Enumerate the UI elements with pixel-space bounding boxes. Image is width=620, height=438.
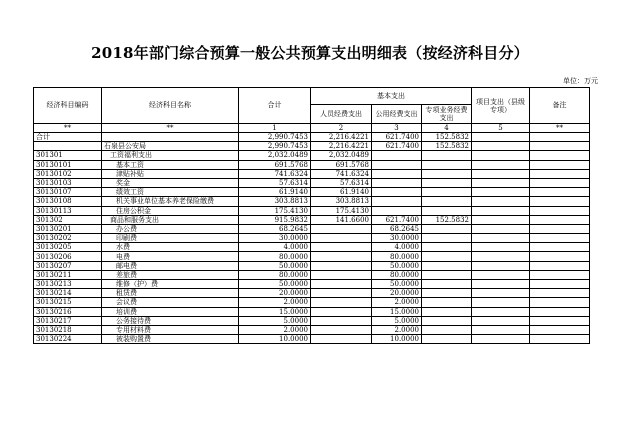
cell-personnel (311, 252, 372, 261)
cell-name: 邮电费 (102, 261, 239, 270)
header-project: 项目支出（县级专项） (472, 88, 530, 124)
cell-note (530, 280, 590, 289)
cell-project (472, 151, 530, 160)
cell-personnel (311, 243, 372, 252)
cell-total: 4.0000 (239, 243, 311, 252)
cell-public (372, 197, 422, 206)
cell-name: 奖金 (102, 178, 239, 187)
cell-total: 5.0000 (239, 316, 311, 325)
cell-note (530, 234, 590, 243)
cell-special (422, 206, 472, 215)
cell-personnel (311, 298, 372, 307)
cell-personnel (311, 307, 372, 316)
cell-code: 30130102 (34, 169, 102, 178)
cell-total: 80.0000 (239, 270, 311, 279)
table-row (34, 335, 590, 344)
table-row (34, 270, 590, 279)
table-row (34, 307, 590, 316)
cell-personnel (311, 316, 372, 325)
cell-special (422, 178, 472, 187)
cell-note (530, 243, 590, 252)
cell-personnel (311, 280, 372, 289)
cell-code: 30130213 (34, 280, 102, 289)
cell-personnel: 175.4130 (311, 206, 372, 215)
table-row (34, 325, 590, 334)
cell-special (422, 280, 472, 289)
index-row (34, 124, 590, 133)
table-row (34, 188, 590, 197)
cell-project (472, 325, 530, 334)
cell-total: 691.5768 (239, 160, 311, 169)
table-row (34, 234, 590, 243)
cell-name: 工资福利支出 (102, 151, 239, 160)
table-row (34, 252, 590, 261)
cell-public: 30.0000 (372, 234, 422, 243)
cell-code: 30130201 (34, 224, 102, 233)
cell-public: 4.0000 (372, 243, 422, 252)
cell-public: 50.0000 (372, 261, 422, 270)
page-title: 2018年部门综合预算一般公共预算支出明细表（按经济科目分） (91, 44, 529, 62)
cell-name: 印刷费 (102, 234, 239, 243)
header-personnel: 人员经费支出 (311, 105, 372, 124)
cell-total: 303.8813 (239, 197, 311, 206)
cell-note (530, 261, 590, 270)
cell-special (422, 270, 472, 279)
cell-total: 10.0000 (239, 335, 311, 344)
cell-special (422, 289, 472, 298)
cell-note (530, 169, 590, 178)
cell-code: 30130215 (34, 298, 102, 307)
cell-special (422, 261, 472, 270)
cell-code: 30130101 (34, 160, 102, 169)
cell-special (422, 316, 472, 325)
cell-code: 30130107 (34, 188, 102, 197)
cell-code: 30130113 (34, 206, 102, 215)
cell-total: 2.0000 (239, 298, 311, 307)
cell-code: 30130103 (34, 178, 102, 187)
cell-total: 61.9140 (239, 188, 311, 197)
cell-note (530, 335, 590, 344)
cell-public (372, 160, 422, 169)
cell-public (372, 169, 422, 178)
table-row (34, 224, 590, 233)
cell-public: 80.0000 (372, 252, 422, 261)
cell-code: 301301 (34, 151, 102, 160)
cell-special: 152.5832 (422, 142, 472, 151)
cell-project (472, 280, 530, 289)
cell-public: 20.0000 (372, 289, 422, 298)
cell-project (472, 160, 530, 169)
cell-name: 会议费 (102, 298, 239, 307)
cell-project (472, 270, 530, 279)
cell-special (422, 224, 472, 233)
cell-total: 57.6314 (239, 178, 311, 187)
cell-special (422, 151, 472, 160)
cell-personnel: 691.5768 (311, 160, 372, 169)
cell-note (530, 316, 590, 325)
cell-project (472, 335, 530, 344)
cell-name: 石泉县公安局 (102, 142, 239, 151)
header-note: 备注 (530, 88, 590, 124)
cell-special (422, 325, 472, 334)
cell-special (422, 169, 472, 178)
cell-note (530, 270, 590, 279)
cell-personnel (311, 261, 372, 270)
cell-project (472, 224, 530, 233)
cell-personnel (311, 335, 372, 344)
cell-special (422, 252, 472, 261)
cell-project (472, 252, 530, 261)
cell-name: 津贴补贴 (102, 169, 239, 178)
index-cell: 1 (239, 124, 311, 133)
cell-personnel: 2,216.4221 (311, 133, 372, 142)
cell-code: 30130207 (34, 261, 102, 270)
cell-public: 621.7400 (372, 215, 422, 224)
cell-project (472, 234, 530, 243)
cell-note (530, 325, 590, 334)
cell-personnel (311, 234, 372, 243)
cell-total: 68.2645 (239, 224, 311, 233)
cell-public: 10.0000 (372, 335, 422, 344)
cell-personnel: 2,032.0489 (311, 151, 372, 160)
cell-personnel: 57.6314 (311, 178, 372, 187)
index-cell: ** (34, 124, 102, 133)
cell-code: 30130214 (34, 289, 102, 298)
cell-project (472, 316, 530, 325)
cell-total: 2,032.0489 (239, 151, 311, 160)
cell-note (530, 160, 590, 169)
table-row (34, 316, 590, 325)
cell-personnel (311, 270, 372, 279)
cell-public: 5.0000 (372, 316, 422, 325)
cell-code: 30130217 (34, 316, 102, 325)
cell-note (530, 206, 590, 215)
cell-name: 机关事业单位基本养老保险缴费 (102, 197, 239, 206)
cell-public: 68.2645 (372, 224, 422, 233)
cell-code: 30130224 (34, 335, 102, 344)
cell-name: 公务接待费 (102, 316, 239, 325)
cell-note (530, 215, 590, 224)
unit-label: 单位：万元 (563, 77, 598, 85)
cell-project (472, 261, 530, 270)
header-total: 合计 (239, 88, 311, 124)
cell-project (472, 243, 530, 252)
cell-code: 30130216 (34, 307, 102, 316)
table-row (34, 160, 590, 169)
cell-project (472, 133, 530, 142)
cell-project (472, 197, 530, 206)
cell-special (422, 243, 472, 252)
index-cell: ** (530, 124, 590, 133)
cell-public: 15.0000 (372, 307, 422, 316)
cell-public (372, 206, 422, 215)
cell-name: 绩效工资 (102, 188, 239, 197)
cell-project (472, 188, 530, 197)
cell-note (530, 188, 590, 197)
cell-public: 2.0000 (372, 325, 422, 334)
cell-project (472, 307, 530, 316)
index-cell: 4 (422, 124, 472, 133)
cell-note (530, 224, 590, 233)
table-row (34, 197, 590, 206)
index-cell: 3 (372, 124, 422, 133)
cell-name: 基本工资 (102, 160, 239, 169)
table-row (34, 178, 590, 187)
cell-public: 80.0000 (372, 270, 422, 279)
cell-total: 2,990.7453 (239, 133, 311, 142)
cell-special: 152.5832 (422, 133, 472, 142)
cell-public (372, 151, 422, 160)
cell-name: 租赁费 (102, 289, 239, 298)
header-public: 公用经费支出 (372, 105, 422, 124)
header-name: 经济科目名称 (102, 88, 239, 124)
budget-table (33, 87, 590, 344)
cell-code: 30130205 (34, 243, 102, 252)
cell-project (472, 289, 530, 298)
cell-personnel: 303.8813 (311, 197, 372, 206)
cell-note (530, 298, 590, 307)
cell-total: 741.6324 (239, 169, 311, 178)
cell-total: 30.0000 (239, 234, 311, 243)
cell-special (422, 188, 472, 197)
cell-code: 合计 (34, 133, 102, 142)
cell-name (102, 133, 239, 142)
cell-code: 30130211 (34, 270, 102, 279)
cell-public: 621.7400 (372, 142, 422, 151)
cell-project (472, 169, 530, 178)
cell-code: 30130218 (34, 325, 102, 334)
cell-project (472, 142, 530, 151)
cell-name: 电费 (102, 252, 239, 261)
cell-personnel (311, 289, 372, 298)
cell-name: 水费 (102, 243, 239, 252)
table-row (34, 298, 590, 307)
cell-code: 30130202 (34, 234, 102, 243)
table-row (34, 142, 590, 151)
cell-note (530, 307, 590, 316)
cell-project (472, 178, 530, 187)
table-row (34, 215, 590, 224)
cell-name: 住房公积金 (102, 206, 239, 215)
cell-project (472, 206, 530, 215)
cell-total: 50.0000 (239, 280, 311, 289)
table-row (34, 151, 590, 160)
header-basic: 基本支出 (311, 88, 472, 105)
table-row (34, 169, 590, 178)
cell-code (34, 142, 102, 151)
cell-special (422, 197, 472, 206)
header-row-1 (34, 88, 590, 105)
cell-note (530, 197, 590, 206)
cell-public: 621.7400 (372, 133, 422, 142)
table-row (34, 280, 590, 289)
cell-code: 30130206 (34, 252, 102, 261)
cell-name: 被装购置费 (102, 335, 239, 344)
cell-personnel: 2,216.4221 (311, 142, 372, 151)
index-cell: 5 (472, 124, 530, 133)
header-code: 经济科目编码 (34, 88, 102, 124)
cell-note (530, 142, 590, 151)
cell-code: 301302 (34, 215, 102, 224)
index-cell: ** (102, 124, 239, 133)
cell-note (530, 252, 590, 261)
cell-special (422, 234, 472, 243)
cell-total: 915.9832 (239, 215, 311, 224)
cell-total: 50.0000 (239, 261, 311, 270)
cell-code: 30130108 (34, 197, 102, 206)
cell-public (372, 188, 422, 197)
cell-name: 专用材料费 (102, 325, 239, 334)
cell-note (530, 289, 590, 298)
cell-name: 维修（护）费 (102, 280, 239, 289)
cell-personnel: 741.6324 (311, 169, 372, 178)
cell-name: 差旅费 (102, 270, 239, 279)
cell-public (372, 178, 422, 187)
cell-name: 培训费 (102, 307, 239, 316)
cell-personnel: 141.6600 (311, 215, 372, 224)
table-row (34, 206, 590, 215)
cell-total: 2,990.7453 (239, 142, 311, 151)
cell-project (472, 215, 530, 224)
cell-name: 办公费 (102, 224, 239, 233)
cell-personnel: 61.9140 (311, 188, 372, 197)
cell-public: 50.0000 (372, 280, 422, 289)
table-row (34, 289, 590, 298)
table-row (34, 243, 590, 252)
cell-total: 175.4130 (239, 206, 311, 215)
header-special: 专项业务经费支出 (422, 105, 472, 124)
cell-total: 80.0000 (239, 252, 311, 261)
cell-total: 20.0000 (239, 289, 311, 298)
table-row (34, 261, 590, 270)
cell-name: 商品和服务支出 (102, 215, 239, 224)
cell-personnel (311, 325, 372, 334)
cell-public: 2.0000 (372, 298, 422, 307)
index-cell: 2 (311, 124, 372, 133)
cell-note (530, 178, 590, 187)
cell-special (422, 307, 472, 316)
cell-special: 152.5832 (422, 215, 472, 224)
cell-project (472, 298, 530, 307)
cell-personnel (311, 224, 372, 233)
cell-total: 15.0000 (239, 307, 311, 316)
cell-total: 2.0000 (239, 325, 311, 334)
table-row (34, 133, 590, 142)
cell-special (422, 160, 472, 169)
cell-special (422, 335, 472, 344)
cell-note (530, 151, 590, 160)
cell-note (530, 133, 590, 142)
cell-special (422, 298, 472, 307)
